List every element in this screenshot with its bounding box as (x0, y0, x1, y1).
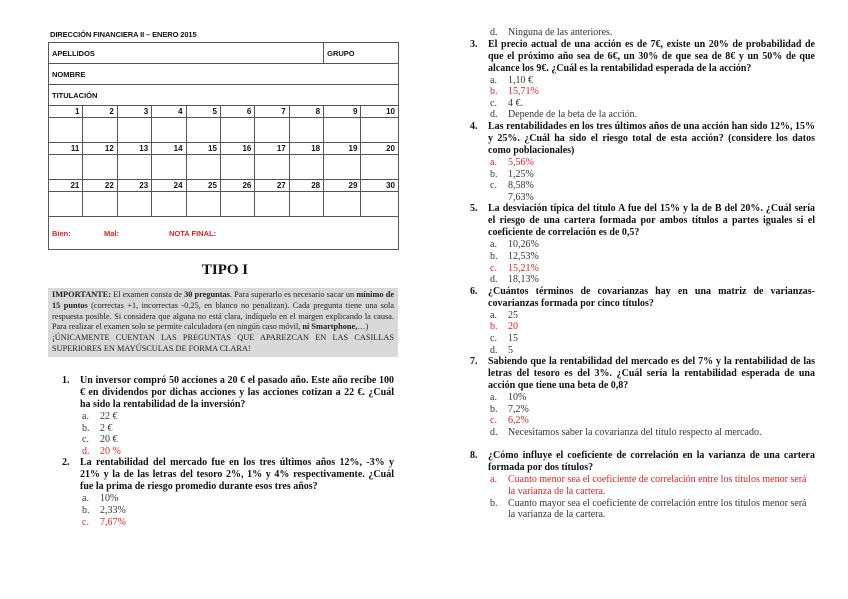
option-text: 8,58% (508, 180, 534, 192)
answer-cell[interactable] (152, 155, 186, 180)
answer-cell[interactable] (324, 155, 361, 180)
option-letter: c. (490, 262, 497, 274)
answer-cell[interactable] (117, 155, 151, 180)
option-letter: a. (490, 156, 497, 168)
question-number-cell: 29 (324, 180, 361, 192)
option-letter: b. (490, 168, 498, 180)
answer-cell[interactable] (289, 192, 323, 217)
grupo-field[interactable]: GRUPO (324, 43, 399, 64)
question-text: Un inversor compró 50 acciones a 20 € el pasado año. Este año recibe 100 € en dividendos por dichas acciones y las acciones cotizan a 22 €. ¿Cuál ha sido la rentabilidad de la inversión? (80, 375, 394, 410)
option-text: 15,71% (508, 86, 539, 98)
nombre-field[interactable]: NOMBRE (49, 64, 399, 85)
answer-cell[interactable] (117, 118, 151, 143)
option-text: 7,2% (508, 403, 529, 415)
question-number-cell: 5 (186, 106, 220, 118)
answer-cell[interactable] (152, 118, 186, 143)
question-number-cell: 26 (220, 180, 254, 192)
option-item[interactable] (470, 274, 815, 286)
option-item[interactable] (470, 75, 815, 87)
answer-cell[interactable] (361, 118, 399, 143)
instructions-box (48, 288, 398, 357)
question-number-cell: 16 (220, 143, 254, 155)
option-text: 2,33% (100, 504, 126, 516)
titulacion-field[interactable]: TITULACIÓN (49, 85, 399, 106)
exam-type-title: TIPO I (201, 262, 249, 278)
question-number-cell: 15 (186, 143, 220, 155)
option-item[interactable] (470, 251, 815, 263)
question-number-cell: 24 (152, 180, 186, 192)
option-text: 20 % (100, 445, 121, 457)
answer-cell[interactable] (49, 192, 83, 217)
answer-cell[interactable] (255, 118, 289, 143)
spacer (470, 438, 815, 450)
option-letter: b. (490, 86, 498, 98)
option-text: 7,67% (100, 516, 126, 528)
question (470, 356, 815, 392)
answer-row (49, 155, 399, 180)
option-item[interactable] (470, 169, 815, 181)
instr-text: . Para superarlo es necesario sacar un (229, 290, 357, 299)
option-letter: a. (490, 239, 497, 251)
option-item[interactable] (470, 474, 815, 497)
option-item[interactable] (62, 493, 394, 505)
option-item[interactable] (470, 109, 815, 121)
question-number: 8. (470, 450, 478, 462)
instr-text: (correctas +1, incorrectas -0,25, en blanco no penalizan). Cada pregunta tiene una sola respuesta posible. Si considera que alguna no está clara, indíquelo en el margen explicando la causa. Para realizar el examen solo se permite calculadora (en ningún caso móvil, (52, 300, 395, 332)
option-letter: d. (490, 274, 498, 286)
option-letter: d. (490, 426, 498, 438)
option-letter: b. (490, 321, 498, 333)
option-letter: a. (490, 74, 497, 86)
answer-cell[interactable] (186, 118, 220, 143)
option-letter: c. (82, 516, 89, 528)
answer-cell[interactable] (83, 155, 117, 180)
instructions-caps: ¡ÚNICAMENTE CUENTAN LAS PREGUNTAS QUE APAREZCAN EN LAS CASILLAS SUPERIORES EN MAYÚSCULAS DE FORMA CLARA! (52, 333, 394, 353)
option-letter: b. (490, 403, 498, 415)
option-item[interactable] (62, 434, 394, 446)
answer-cell[interactable] (186, 192, 220, 217)
option-text: 25 (508, 309, 518, 321)
option-text: 10% (508, 392, 527, 404)
question-number-cell: 21 (49, 180, 83, 192)
answer-cell[interactable] (289, 155, 323, 180)
options-list (470, 474, 815, 520)
option-letter: c. (490, 97, 497, 109)
instr-bold: ni Smartphone, (302, 322, 358, 332)
question-number-cell: 17 (255, 143, 289, 155)
question-number: 1. (62, 375, 70, 386)
bien-label: Bien: (52, 228, 71, 238)
option-text: 22 € (100, 411, 118, 422)
option-text: 5 (508, 344, 513, 356)
options-list (470, 310, 815, 356)
option-text: 15 (508, 332, 518, 344)
answer-cell[interactable] (361, 155, 399, 180)
question-number-cell: 22 (83, 180, 117, 192)
number-row (49, 106, 399, 118)
option-item[interactable] (470, 98, 815, 110)
option-item[interactable] (470, 86, 815, 98)
option-item[interactable] (470, 310, 815, 322)
answer-cell[interactable] (83, 192, 117, 217)
question-text: Sabiendo que la rentabilidad del mercado es del 7% y la rentabilidad de las letras del tesoro es del 3%. ¿Cuál sería la rentabilidad esperada de una acción que tiene una beta de 0,8? (488, 356, 815, 392)
option-letter: b. (82, 422, 90, 434)
question-number-cell: 3 (117, 106, 151, 118)
question-number-cell: 18 (289, 143, 323, 155)
answer-cell[interactable] (117, 192, 151, 217)
answer-cell[interactable] (220, 192, 254, 217)
option-text: Depende de la beta de la acción. (508, 109, 638, 121)
question-number-cell: 9 (324, 106, 361, 118)
option-text: 10% (100, 493, 119, 505)
option-letter: d. (82, 445, 90, 457)
option-text: 1,25% (508, 168, 534, 180)
option-text: 18,13% (508, 274, 539, 286)
option-item[interactable] (470, 192, 815, 204)
question-text: ¿Cómo influye el coeficiente de correlación en la varianza de una cartera formada por dos títulos? (488, 450, 815, 474)
option-letter: c. (490, 180, 497, 192)
option-letter: c. (490, 415, 497, 427)
option-item[interactable] (470, 427, 815, 439)
question-text: Las rentabilidades en los tres últimos años de una acción han sido 12%, 15% y 25%. ¿Cuál ha sido el riesgo total de esta acción? (considere los datos como poblacionales) (488, 120, 815, 156)
option-item[interactable] (470, 333, 815, 345)
option-letter: b. (82, 504, 90, 516)
option-item[interactable] (470, 321, 815, 333)
option-letter: b. (490, 497, 498, 509)
option-text: 20 (508, 321, 518, 333)
exam-header: DIRECCIÓN FINANCIERA II – ENERO 2015 (50, 30, 197, 39)
instr-text: El examen consta de (111, 290, 185, 299)
number-row (49, 180, 399, 192)
answer-sheet (48, 42, 399, 250)
option-letter: a. (82, 493, 89, 505)
question-number-cell: 23 (117, 180, 151, 192)
question-number-cell: 10 (361, 106, 399, 118)
nota-final-label: NOTA FINAL: (169, 228, 217, 238)
question (470, 203, 815, 239)
option-text: 12,53% (508, 250, 539, 262)
option-letter: a. (82, 411, 89, 422)
question (470, 39, 815, 75)
question-number: 7. (470, 356, 478, 368)
option-text: 5,56% (508, 156, 534, 168)
instr-text: …) (357, 322, 369, 332)
answer-row (49, 118, 399, 143)
answer-cell[interactable] (255, 155, 289, 180)
options-list (62, 493, 394, 528)
question-number: 3. (470, 38, 478, 50)
question-number-cell: 8 (289, 106, 323, 118)
question (62, 457, 394, 493)
option-text: 2 € (100, 422, 113, 434)
option-item[interactable] (62, 446, 394, 458)
number-row (49, 143, 399, 155)
question (470, 121, 815, 157)
option-letter: c. (490, 332, 497, 344)
answer-cell[interactable] (220, 118, 254, 143)
option-letter: d. (490, 109, 498, 121)
answer-cell[interactable] (324, 192, 361, 217)
option-letter: d. (490, 27, 498, 38)
question (470, 450, 815, 474)
option-text: 15,21% (508, 262, 539, 274)
option-item[interactable] (470, 239, 815, 251)
question-number-cell: 4 (152, 106, 186, 118)
option-text: Cuanto menor sea el coeficiente de correlación entre los títulos menor será la varianza de la cartera. (508, 474, 807, 498)
option-text: 1,10 € (508, 74, 533, 86)
option-item[interactable] (62, 423, 394, 435)
question-number-cell: 7 (255, 106, 289, 118)
question-number-cell: 2 (83, 106, 117, 118)
question-number-cell: 19 (324, 143, 361, 155)
options-list (470, 239, 815, 285)
answer-cell[interactable] (152, 192, 186, 217)
options-list (62, 411, 394, 457)
question-number-cell: 30 (361, 180, 399, 192)
option-item[interactable] (470, 498, 815, 521)
important-lead: IMPORTANTE: (52, 290, 112, 299)
question-text: La rentabilidad del mercado fue en los tres últimos años 12%, -3% y 21% y la de las letras del tesoro 2%, 1% y 4% respectivamente. ¿Cuál fue la prima de riesgo promedio durante esos tres años? (80, 457, 394, 493)
mal-label: Mal: (104, 228, 119, 238)
option-item[interactable] (470, 392, 815, 404)
option-text: 7,63% (508, 191, 534, 203)
option-item[interactable] (470, 263, 815, 275)
question-number-cell: 11 (49, 143, 83, 155)
option-letter: a. (490, 474, 497, 486)
question-number-cell: 28 (289, 180, 323, 192)
question-number-cell: 12 (83, 143, 117, 155)
question-number: 4. (470, 120, 478, 132)
answer-cell[interactable] (361, 192, 399, 217)
option-item[interactable] (470, 27, 815, 39)
question-number: 6. (470, 285, 478, 297)
option-item[interactable] (470, 157, 815, 169)
options-list (470, 157, 815, 203)
answer-cell[interactable] (289, 118, 323, 143)
option-text: Ninguna de las anteriores. (508, 27, 613, 38)
answer-cell[interactable] (49, 118, 83, 143)
option-item[interactable] (62, 505, 394, 517)
question-number-cell: 14 (152, 143, 186, 155)
option-item[interactable] (62, 517, 394, 529)
option-text: 4 €. (508, 97, 523, 109)
question-number: 2. (62, 457, 70, 469)
apellidos-field[interactable]: APELLIDOS (49, 43, 324, 64)
instr-bold: mínimo de 15 puntos (52, 290, 395, 310)
answer-cell[interactable] (186, 155, 220, 180)
option-text: Necesitamos saber la covarianza del título respecto al mercado. (508, 426, 762, 438)
question-number-cell: 1 (49, 106, 83, 118)
question-text: La desviación típica del título A fue del 15% y la de B del 20%. ¿Cuál sería el riesgo de una cartera formada por ambos títulos a partes iguales si el coeficiente de correlación es de 0,5? (488, 203, 815, 239)
answer-cell[interactable] (220, 155, 254, 180)
options-list (470, 392, 815, 438)
option-item[interactable] (470, 404, 815, 416)
option-text: Cuanto mayor sea el coeficiente de correlación entre los títulos menor será la varianza de la cartera. (508, 497, 807, 521)
option-text: 10,26% (508, 239, 539, 251)
left-questions (62, 375, 394, 528)
answer-cell[interactable] (324, 118, 361, 143)
option-text: 6,2% (508, 415, 529, 427)
answer-cell[interactable] (49, 155, 83, 180)
option-item[interactable] (62, 411, 394, 423)
question (62, 375, 394, 411)
question-number-cell: 6 (220, 106, 254, 118)
option-letter: b. (490, 250, 498, 262)
question-number-cell: 20 (361, 143, 399, 155)
question-number-cell: 27 (255, 180, 289, 192)
question (470, 286, 815, 310)
answer-cell[interactable] (255, 192, 289, 217)
question-number: 5. (470, 203, 478, 215)
options-list (470, 75, 815, 121)
option-letter: a. (490, 392, 497, 404)
option-item[interactable] (470, 415, 815, 427)
question-text: El precio actual de una acción es de 7€, existe un 20% de probabilidad de que el próximo año sea de 6€, un 30% de que sea de 8€ y un 50% de que alcance los 9€. ¿Cuál es la rentabilidad esperada de la acción? (488, 38, 815, 74)
question-number-cell: 13 (117, 143, 151, 155)
answer-row (49, 192, 399, 217)
question-text: ¿Cuántos términos de covarianzas hay en una matriz de varianzas-covarianzas formada por cinco títulos? (488, 285, 815, 309)
answer-cell[interactable] (83, 118, 117, 143)
question-number-cell: 25 (186, 180, 220, 192)
grading-row (49, 217, 399, 250)
option-letter: d. (490, 344, 498, 356)
option-letter: c. (82, 434, 89, 446)
right-questions (470, 27, 815, 521)
option-letter: a. (490, 309, 497, 321)
option-text: 20 € (100, 434, 118, 446)
option-item[interactable] (470, 180, 815, 192)
option-item[interactable] (470, 345, 815, 357)
instr-bold: 30 preguntas (184, 290, 230, 299)
